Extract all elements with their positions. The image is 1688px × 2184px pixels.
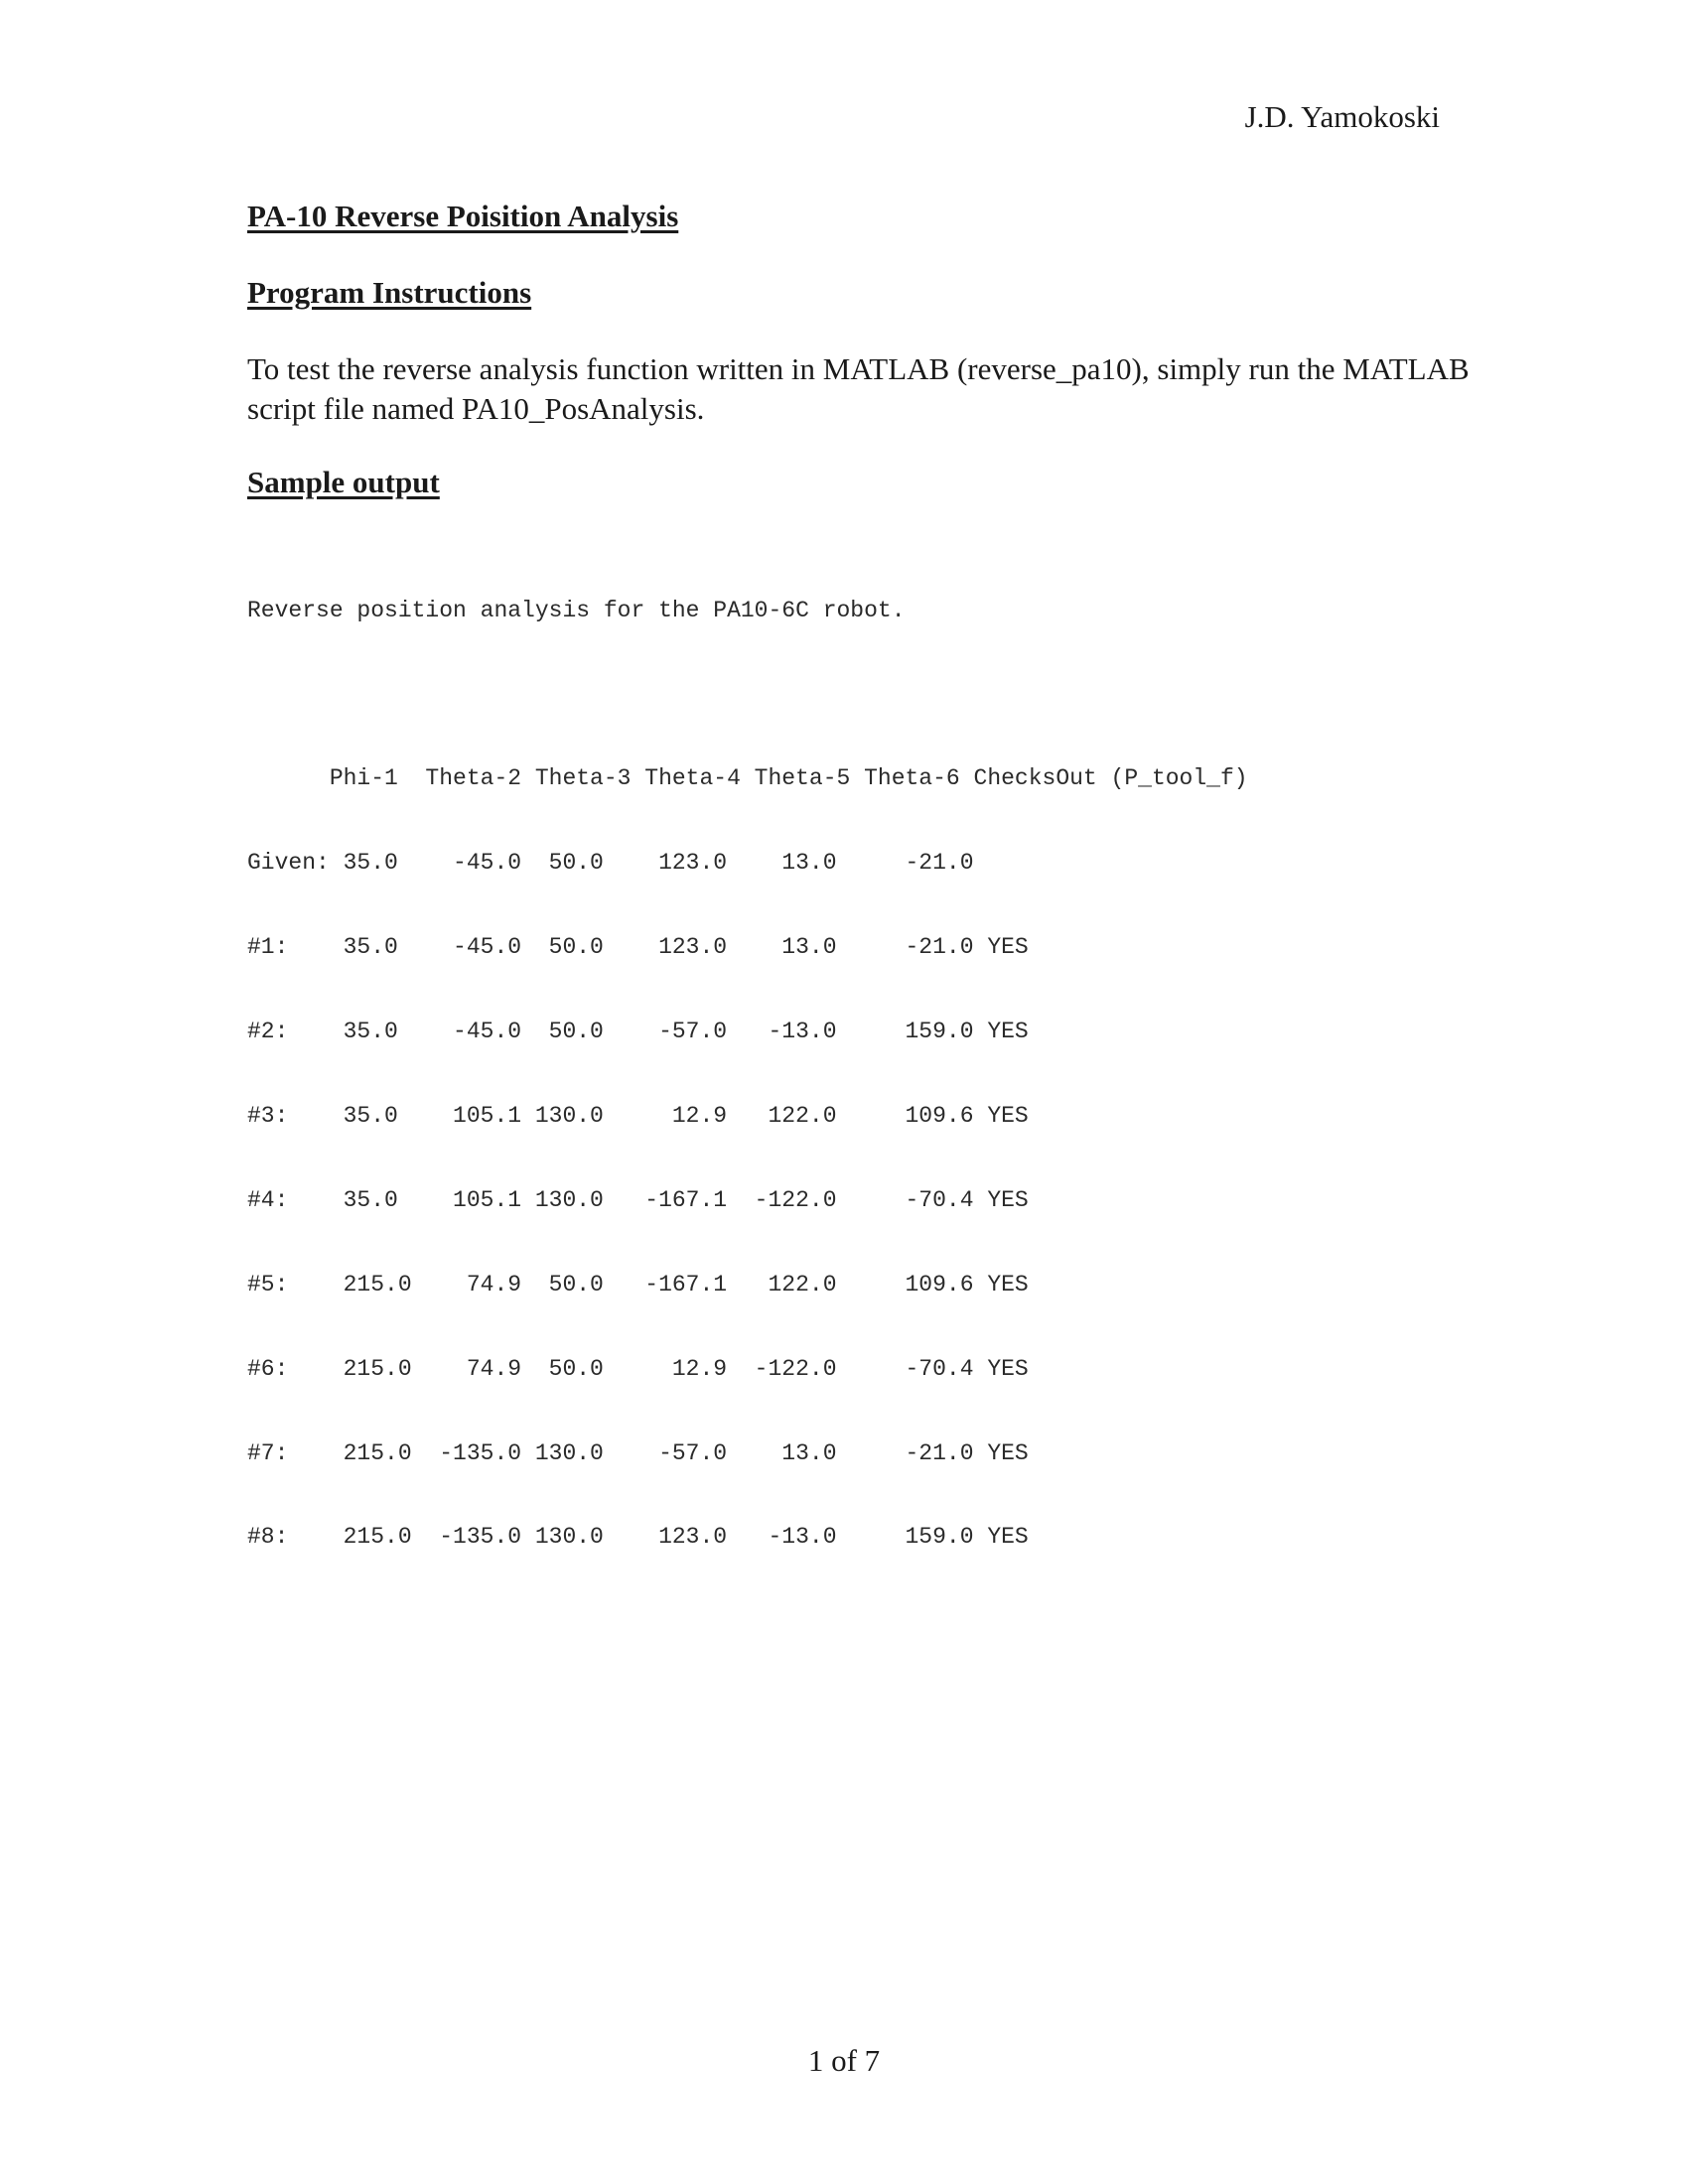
output-intro-line: Reverse position analysis for the PA10-6C robot. <box>247 597 906 623</box>
output-row-1: #1: 35.0 -45.0 50.0 123.0 13.0 -21.0 YES <box>247 934 1029 961</box>
output-row-2: #2: 35.0 -45.0 50.0 -57.0 -13.0 159.0 YES <box>247 1019 1029 1045</box>
output-header-row: Phi-1 Theta-2 Theta-3 Theta-4 Theta-5 Theta-6 ChecksOut (P_tool_f) <box>247 765 1248 792</box>
page-number: 1 of 7 <box>807 2043 881 2078</box>
document-title: PA-10 Reverse Poisition Analysis <box>247 199 679 233</box>
sample-output-heading: Sample output <box>247 465 440 499</box>
output-row-4: #4: 35.0 105.1 130.0 -167.1 -122.0 -70.4 YES <box>247 1186 1029 1213</box>
instructions-paragraph: To test the reverse analysis function written in MATLAB (reverse_pa10), simply run the MATLAB script file named PA10_PosAnalysis. <box>247 351 1470 426</box>
output-row-6: #6: 215.0 74.9 50.0 12.9 -122.0 -70.4 YES <box>247 1355 1029 1382</box>
output-row-given: Given: 35.0 -45.0 50.0 123.0 13.0 -21.0 <box>247 850 974 877</box>
author-name: J.D. Yamokoski <box>1244 99 1440 134</box>
sample-output-block <box>247 540 1248 1579</box>
output-row-3: #3: 35.0 105.1 130.0 12.9 122.0 109.6 YES <box>247 1102 1029 1129</box>
output-row-8: #8: 215.0 -135.0 130.0 123.0 -13.0 159.0 YES <box>247 1524 1029 1551</box>
output-row-7: #7: 215.0 -135.0 130.0 -57.0 13.0 -21.0 YES <box>247 1439 1029 1466</box>
output-row-5: #5: 215.0 74.9 50.0 -167.1 122.0 109.6 YES <box>247 1271 1029 1297</box>
output-blank-line <box>247 680 1248 708</box>
program-instructions-heading: Program Instructions <box>247 275 532 310</box>
